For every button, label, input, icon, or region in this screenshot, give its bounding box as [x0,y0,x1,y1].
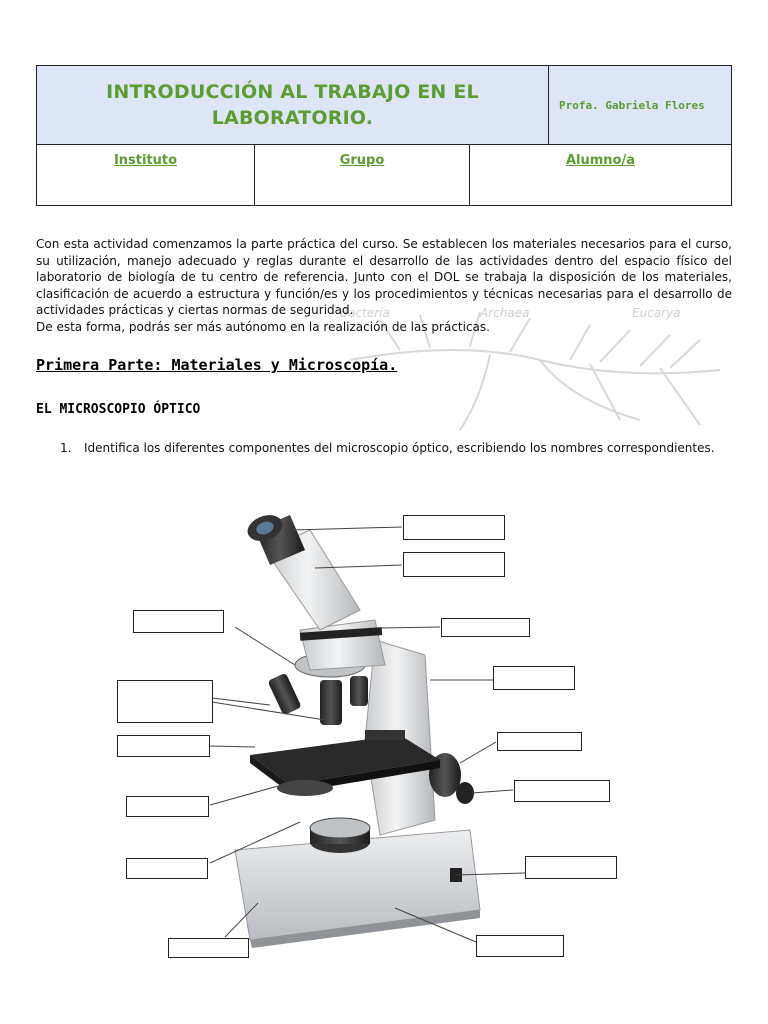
field-alumno[interactable] [470,145,731,205]
label-box-fine-focus[interactable] [514,780,610,802]
label-box-objectives[interactable] [117,680,213,723]
field-label-instituto: Instituto [113,153,178,168]
intro-paragraph-2: De esta forma, podrás ser más autónomo en la realización de las prácticas. [36,319,490,334]
label-box-head[interactable] [441,618,530,637]
header-top-row [37,66,731,145]
field-label-grupo: Grupo [339,153,385,168]
section-subtitle: EL MICROSCOPIO ÓPTICO [36,402,201,417]
label-box-eyepiece[interactable] [403,515,505,540]
instruction-item [60,441,715,455]
label-box-condenser[interactable] [126,796,209,817]
header-fields-row [37,145,731,205]
watermark-label-bacteria: Bacteria [340,306,390,320]
title-cell [37,66,549,144]
field-grupo[interactable] [255,145,470,205]
instruction-text: Identifica los diferentes componentes del microscopio óptico, escribiendo los nombres correspondientes. [84,441,715,455]
field-label-alumno: Alumno/a [565,153,636,168]
document-title: INTRODUCCIÓN AL TRABAJO EN EL LABORATORIO. [106,81,479,129]
watermark-label-archaea: Archaea [480,306,530,320]
instruction-number: 1. [60,441,72,455]
label-box-base[interactable] [476,935,564,957]
label-box-foot[interactable] [168,938,249,958]
microscope-figure [110,490,630,990]
section-title: Primera Parte: Materiales y Microscopía. [36,356,398,374]
header-table [36,65,732,206]
label-box-diaphragm[interactable] [126,858,208,879]
label-box-tube[interactable] [403,552,505,577]
teacher-cell [549,66,731,144]
label-box-coarse-focus[interactable] [497,732,582,751]
field-instituto[interactable] [37,145,255,205]
label-box-stage[interactable] [117,735,210,757]
intro-text [36,236,732,336]
label-box-revolver[interactable] [133,610,224,633]
watermark-label-eucarya: Eucarya [632,306,681,320]
intro-paragraph-1: Con esta actividad comenzamos la parte práctica del curso. Se establecen los materiales necesarios para el curso, su utilización, manejo adecuado y reglas durante el desarrollo de las actividades dentro del espacio físico del laboratorio de biología de tu centro de referencia. Junto con el DOL se trabaja la disposición de los materiales, clasificación de acuerdo a estructura y función/es y los procedimientos y técnicas necesarias para el desarrollo de actividades prácticas y ciertas normas de seguridad. [36,237,732,318]
label-box-arm[interactable] [493,666,575,690]
teacher-name: Profa. Gabriela Flores [559,98,705,112]
label-box-switch[interactable] [525,856,617,879]
